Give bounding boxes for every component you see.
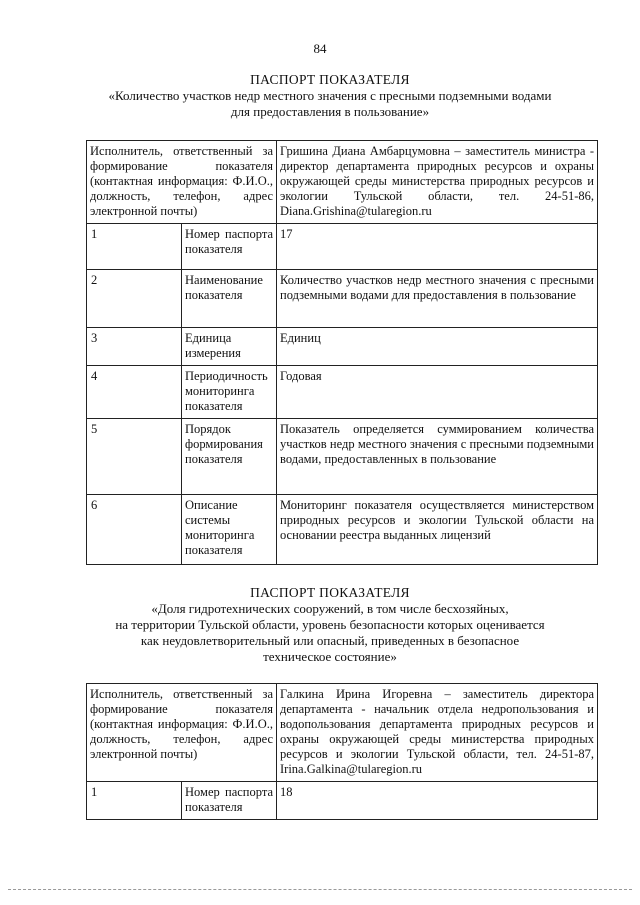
row-value: Единиц [277,328,598,366]
table-row [87,495,598,565]
table-row [87,419,598,495]
passport-subtitle-line: на территории Тульской области, уровень безопасности которых оценивается [115,617,545,632]
passport-table-1 [86,140,598,565]
page-bottom-divider [8,889,632,890]
row-label: Описание системы мониторинга показателя [182,495,277,565]
passport-table-2 [86,683,598,820]
row-label: Наименование показателя [182,270,277,328]
passport-subtitle-line: «Количество участков недр местного значения с пресными подземными водами [108,88,552,103]
row-number: 6 [87,495,182,565]
passport-title: ПАСПОРТ ПОКАЗАТЕЛЯ [250,585,410,600]
row-number: 3 [87,328,182,366]
table-row [87,270,598,328]
row-value: Количество участков недр местного значения с пресными подземными водами для предоставления в пользование [277,270,598,328]
executor-row [87,684,598,782]
passport-subtitle-line: как неудовлетворительный или опасный, приведенных в безопасное [140,633,520,648]
row-label: Порядок формирования показателя [182,419,277,495]
table-row [87,328,598,366]
table-row [87,366,598,419]
row-value: Мониторинг показателя осуществляется министерством природных ресурсов и экологии Тульской области на основании реестра выданных лицензий [277,495,598,565]
row-number: 4 [87,366,182,419]
row-label: Единица измерения [182,328,277,366]
executor-label: Исполнитель, ответственный за формирование показателя (контактная информация: Ф.И.О., должность, телефон, адрес электронной почты) [87,141,277,224]
row-value: Показатель определяется суммированием количества участков недр местного значения с пресными подземными водами, предоставленных в пользование [277,419,598,495]
page-number: 84 [313,41,327,56]
table-row [87,224,598,270]
passport-subtitle-line: для предоставления в пользование» [230,104,430,119]
row-value: 18 [277,782,598,820]
row-number: 1 [87,224,182,270]
executor-value: Гришина Диана Амбарцумовна – заместитель министра - директор департамента природных ресурсов и охраны окружающей среды министерства природных ресурсов и экологии Тульской области, тел. 24-51-86, Diana.Grishina@tularegion.ru [277,141,598,224]
row-label: Номер паспорта показателя [182,782,277,820]
row-value: Годовая [277,366,598,419]
row-number: 1 [87,782,182,820]
table-row [87,782,598,820]
passport-subtitle-line: техническое состояние» [263,649,397,664]
executor-value: Галкина Ирина Игоревна – заместитель директора департамента - начальник отдела недропользования и водопользования департамента природных ресурсов и охраны окружающей среды министерства природных ресурсов и экологии Тульской области, тел. 24-51-87, Irina.Galkina@tularegion.ru [277,684,598,782]
executor-row [87,141,598,224]
passport-subtitle-line: «Доля гидротехнических сооружений, в том числе бесхозяйных, [151,601,509,616]
row-label: Периодичность мониторинга показателя [182,366,277,419]
passport-heading-1 [60,72,600,120]
row-label: Номер паспорта показателя [182,224,277,270]
executor-label: Исполнитель, ответственный за формирование показателя (контактная информация: Ф.И.О., должность, телефон, адрес электронной почты) [87,684,277,782]
passport-title: ПАСПОРТ ПОКАЗАТЕЛЯ [250,72,410,87]
row-value: 17 [277,224,598,270]
row-number: 2 [87,270,182,328]
passport-heading-2 [60,585,600,665]
row-number: 5 [87,419,182,495]
